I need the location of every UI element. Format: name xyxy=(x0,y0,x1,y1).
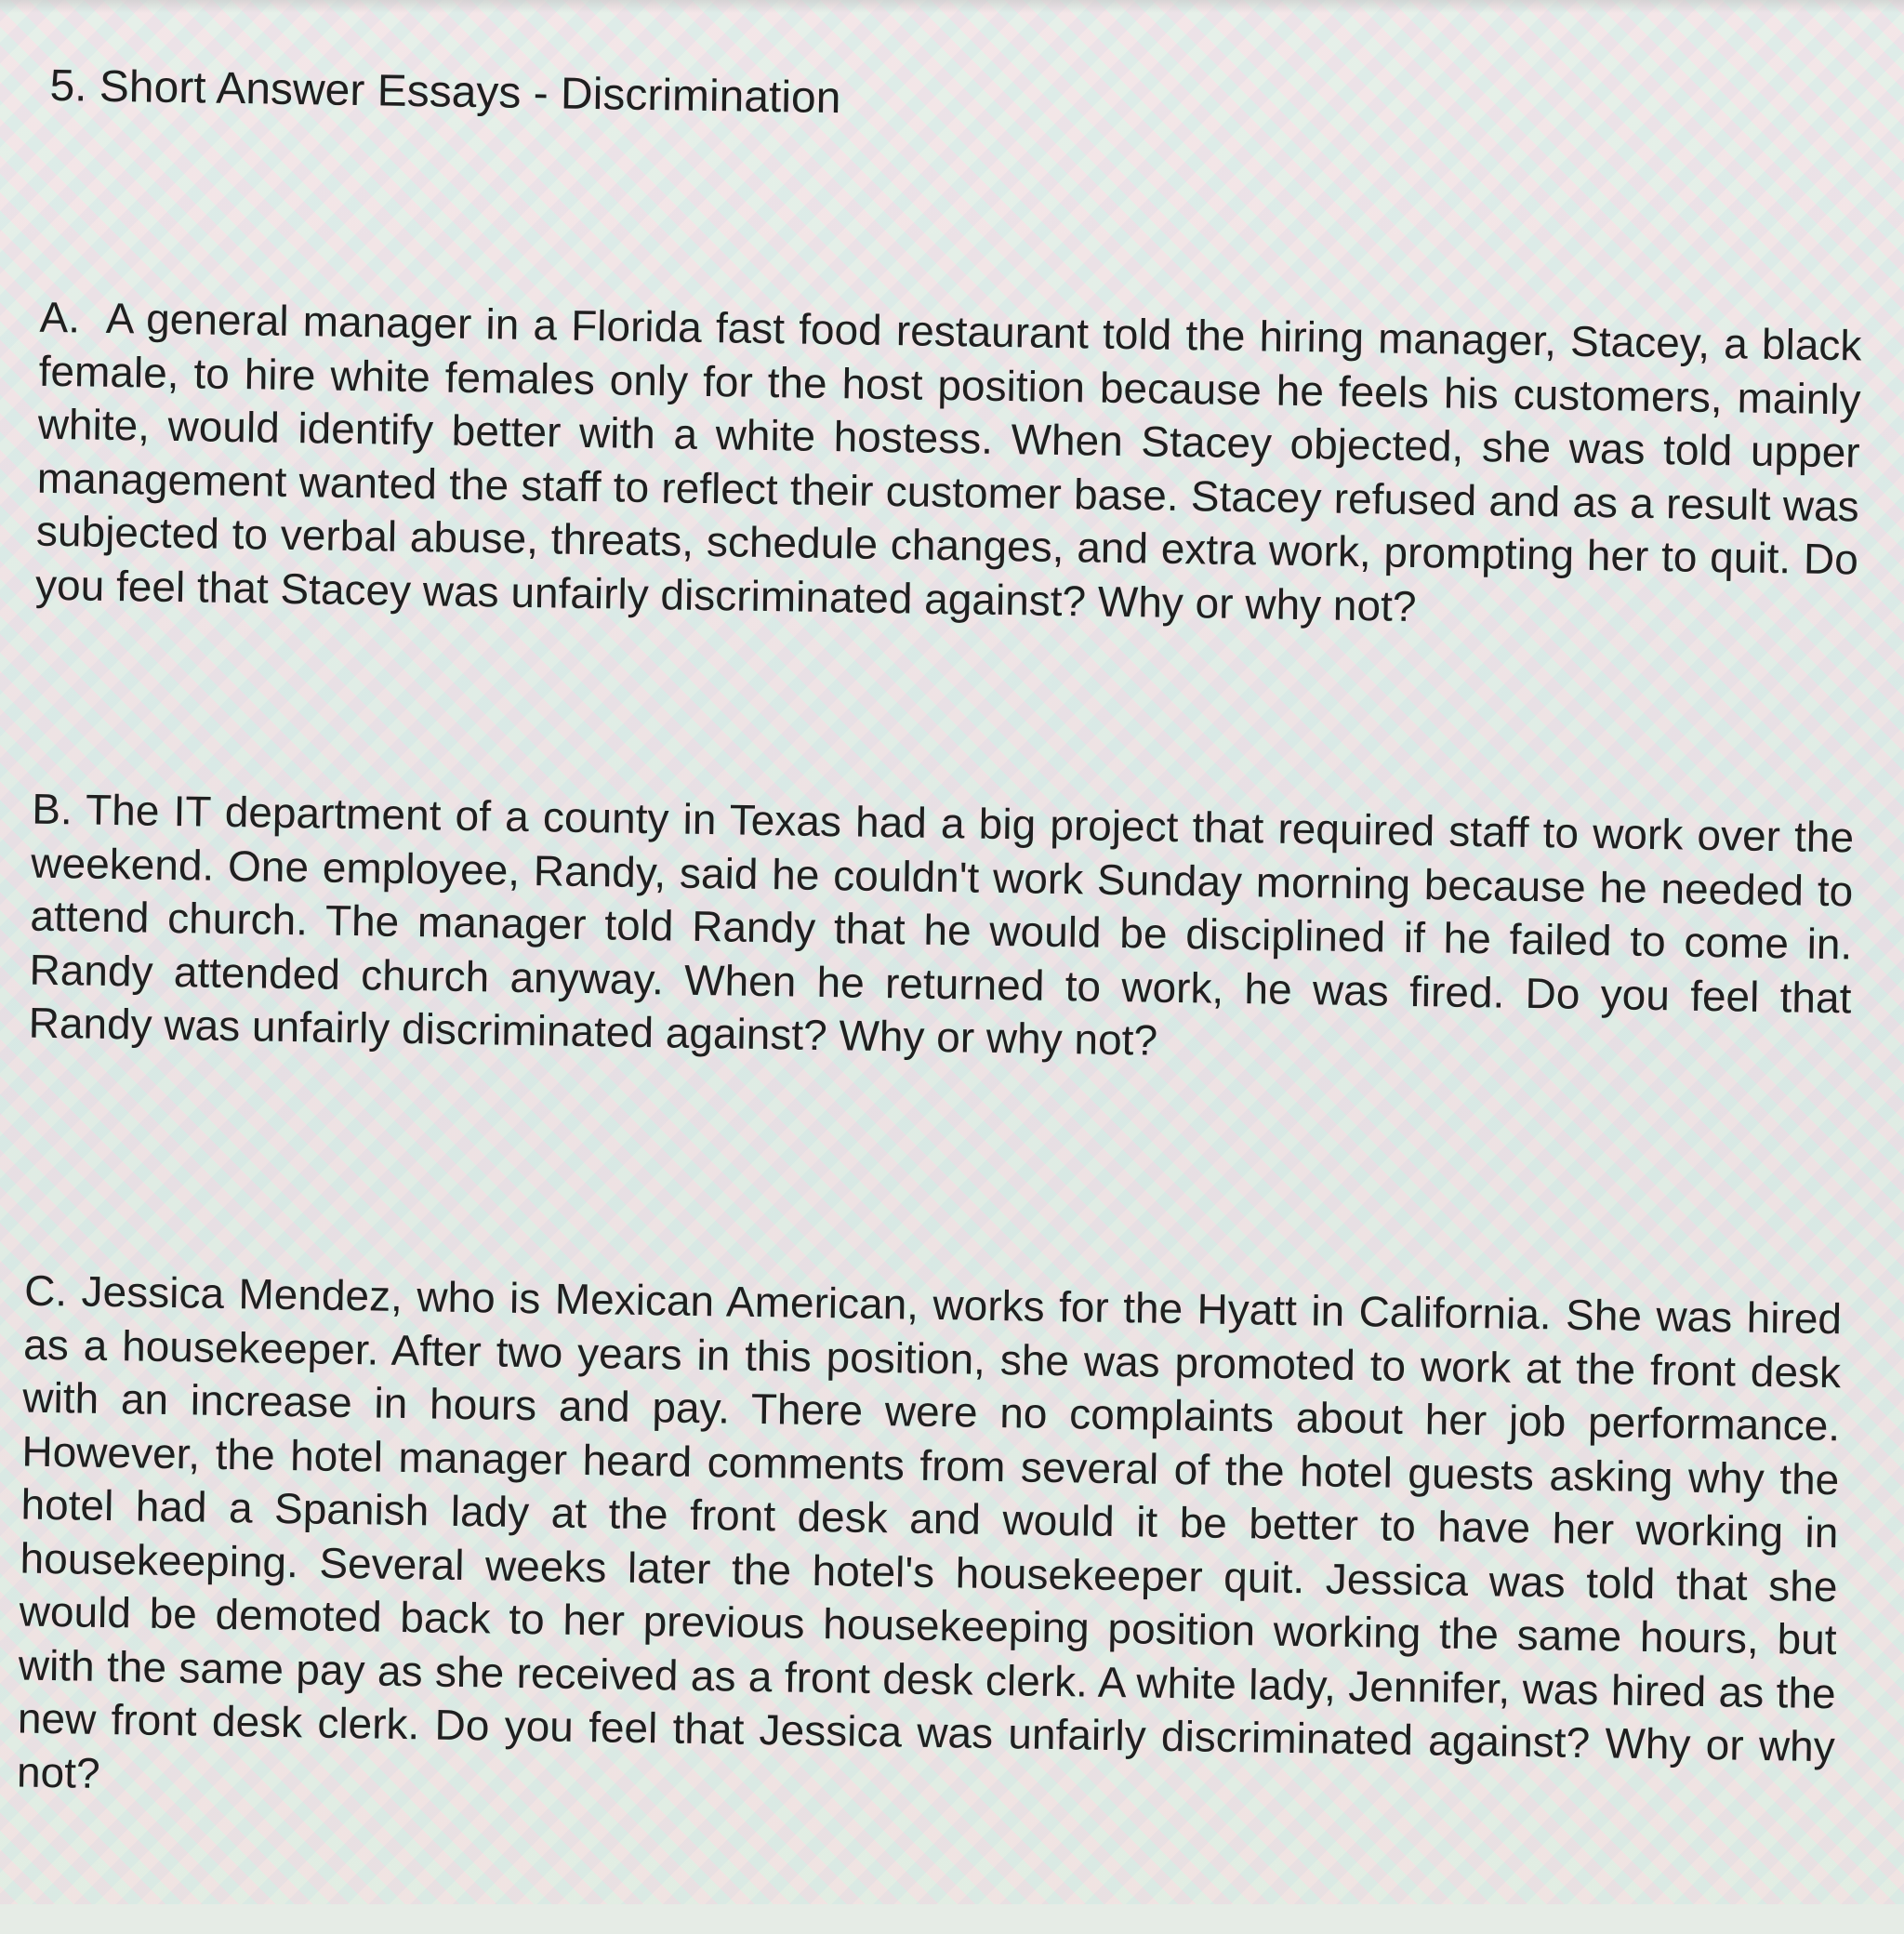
question-label-a: A. xyxy=(39,292,81,342)
essay-question-b xyxy=(28,783,1854,1079)
essay-question-c xyxy=(17,1265,1843,1828)
question-text-b: The IT department of a county in Texas had a big project that required staff to work over the weekend. One employee, Randy, said he couldn't work Sunday morning because he needed to attend church. The manager told Randy that he would be disciplined if he failed to come in. Randy attended church anyway. When he returned to work, he was fired. Do you feel that Randy was unfairly discriminated against? Why or why not? xyxy=(28,785,1855,1065)
question-text-a: A general manager in a Florida fast food restaurant told the hiring manager, Stacey, a black female, to hire white females only for the host position because he feels his customers, mainly white, would identify better with a white hostess. When Stacey objected, she was told upper management wanted the staff to reflect their customer base. Stacey refused and as a result was subjected to verbal abuse, threats, schedule changes, and extra work, prompting her to quit. Do you feel that Stacey was unfairly discriminated against? Why or why not? xyxy=(34,293,1862,630)
question-text-c: Jessica Mendez, who is Mexican American, works for the Hyatt in California. She was hired as a housekeeper. After two years in this position, she was promoted to work at the front desk with an increase in hours and pay. There were no complaints about her job performance. However, the hotel manager heard comments from several of the hotel guests asking why the hotel had a Spanish lady at the front desk and would it be better to have her working in housekeeping. Several weeks later the hotel's housekeeper quit. Jessica was told that she would be demoted back to her previous housekeeping position working the same hours, but with the same pay as she received as a front desk clerk. A white lady, Jennifer, was hired as the new front desk clerk. Do you feel that Jessica was unfairly discriminated against? Why or why not? xyxy=(16,1266,1843,1797)
page-title: 5. Short Answer Essays - Discrimination xyxy=(49,60,841,124)
essay-question-a xyxy=(35,291,1862,641)
question-label-c: C. xyxy=(23,1265,68,1316)
question-label-b: B. xyxy=(31,784,73,834)
